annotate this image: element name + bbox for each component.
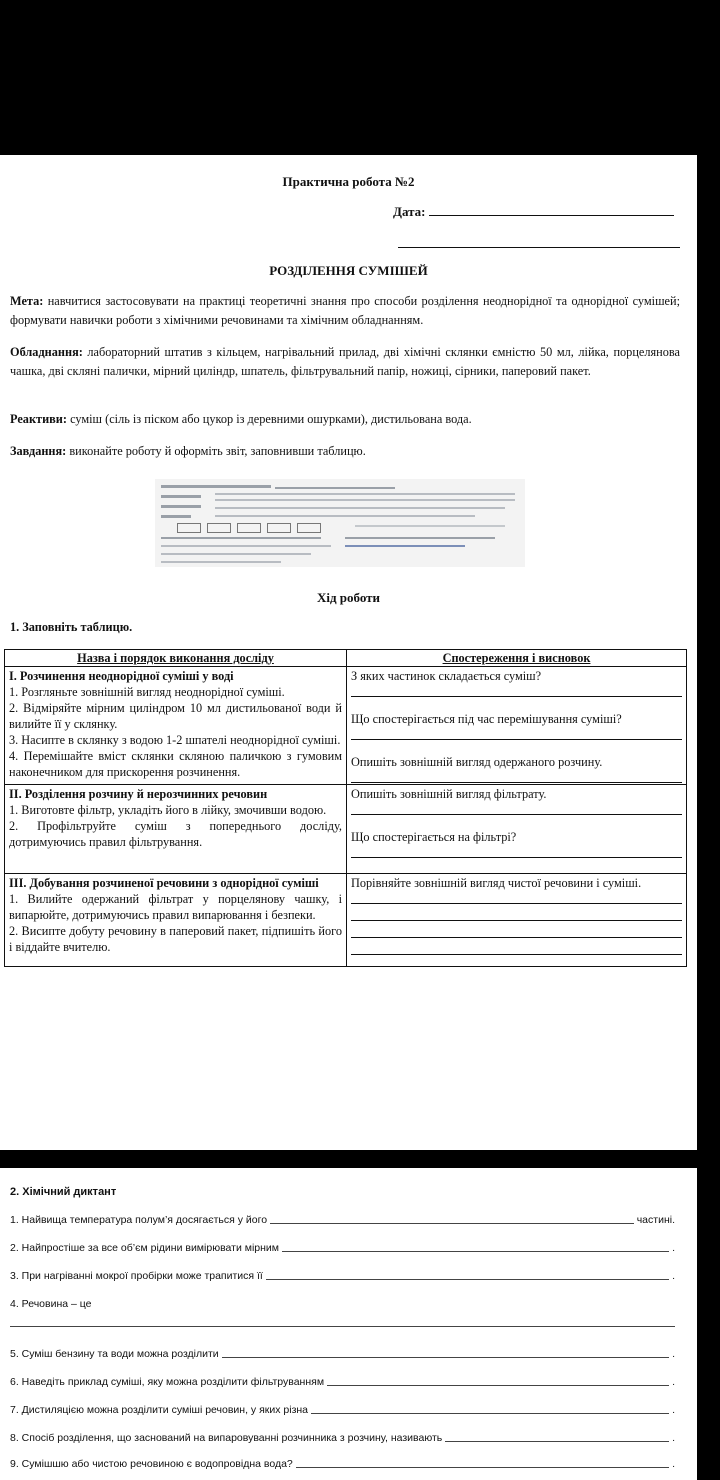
- step-text: 2. Профільтруйте суміш з попереднього досліду, дотримуючись правил фільтрування.: [9, 819, 342, 849]
- step-text: 2. Висипте добуту речовину в паперовий пакет, підпишіть його і віддайте вчителю.: [9, 924, 342, 954]
- dictation-question: 4. Речовина – це: [10, 1298, 92, 1310]
- answer-line[interactable]: [351, 845, 682, 858]
- equipment-text: лабораторний штатив з кільцем, нагрівальний прилад, дві хімічні склянки ємністю 50 мл, лійка, порцелянова чашка, дві скляні палички, мірний циліндр, шпатель, фільтрувальний папір, ножиці, сірники, паперовий пакет.: [10, 345, 680, 378]
- answer-line[interactable]: [351, 684, 682, 697]
- answer-line[interactable]: [351, 891, 682, 904]
- progress-heading: Хід роботи: [316, 590, 381, 605]
- dictation-ending: .: [672, 1376, 675, 1388]
- dictation-question: 9. Сумішшю або чистою речовиною є водопровідна вода?: [10, 1458, 293, 1470]
- date-blank-2: [398, 247, 680, 248]
- dictation-ending: .: [672, 1404, 675, 1416]
- date-label: Дата:: [393, 204, 426, 219]
- observation-question: З яких частинок складається суміш?: [351, 669, 542, 683]
- task-label: Завдання:: [10, 444, 67, 458]
- reagents-paragraph: [10, 410, 680, 429]
- step-text: 1. Вилийте одержаний фільтрат у порцелянову чашку, і випарюйте, дотримуючись правил випарювання і безпеки.: [9, 892, 342, 922]
- answer-line[interactable]: [282, 1251, 669, 1252]
- answer-line[interactable]: [351, 925, 682, 938]
- answer-line[interactable]: [351, 802, 682, 815]
- dictation-ending: .: [672, 1432, 675, 1444]
- observation-question: Порівняйте зовнішній вигляд чистої речовини і суміші.: [351, 876, 642, 890]
- work-title: Практична робота №2: [282, 174, 415, 189]
- observation-question: Що спостерігається на фільтрі?: [351, 830, 517, 844]
- answer-line[interactable]: [327, 1385, 669, 1386]
- reagents-label: Реактиви:: [10, 412, 67, 426]
- dictation-item: [10, 1458, 675, 1470]
- observation-cell: [347, 667, 687, 785]
- dictation-item: [10, 1270, 675, 1282]
- procedure-cell: [5, 874, 347, 967]
- step-text: 3. Насипте в склянку з водою 1-2 шпателі неоднорідної суміші.: [9, 733, 341, 747]
- answer-line[interactable]: [445, 1441, 669, 1442]
- section-title: І. Розчинення неоднорідної суміші у воді: [9, 669, 234, 683]
- observation-question: Опишіть зовнішній вигляд одержаного розчину.: [351, 755, 603, 769]
- dictation-question: 2. Найпростіше за все об’єм рідини вимірювати мірним: [10, 1242, 280, 1254]
- date-blank: [429, 205, 674, 216]
- experiment-table: [4, 649, 687, 967]
- observation-question: Опишіть зовнішній вигляд фільтрату.: [351, 787, 547, 801]
- task-text: виконайте роботу й оформіть звіт, заповнивши таблицю.: [66, 444, 366, 458]
- answer-line[interactable]: [311, 1413, 669, 1414]
- worksheet-page-1: [0, 155, 697, 1150]
- dictation-item: [10, 1404, 675, 1416]
- answer-line[interactable]: [351, 770, 682, 783]
- date-field: [393, 204, 674, 220]
- dictation-question: 6. Наведіть приклад суміші, яку можна розділити фільтруванням: [10, 1376, 325, 1388]
- answer-line[interactable]: [296, 1467, 669, 1468]
- observation-cell: [347, 785, 687, 874]
- table-row: [5, 667, 687, 785]
- goal-paragraph: [10, 292, 680, 330]
- observation-question: Що спостерігається під час перемішування суміші?: [351, 712, 622, 726]
- section-title: ІІІ. Добування розчиненої речовини з однорідної суміші: [9, 876, 319, 890]
- step-text: 4. Перемішайте вміст склянки скляною паличкою з гумовим наконечником для прискорення розчинення.: [9, 749, 342, 779]
- answer-line[interactable]: [10, 1326, 675, 1327]
- answer-line[interactable]: [351, 727, 682, 740]
- dictation-item: [10, 1376, 675, 1388]
- dictation-ending: .: [672, 1242, 675, 1254]
- task-paragraph: [10, 442, 680, 461]
- dictation-item: [10, 1298, 675, 1310]
- table-row: [5, 785, 687, 874]
- observation-cell: [347, 874, 687, 967]
- reagents-text: суміш (сіль із піском або цукор із деревними ошурками), дистильована вода.: [67, 412, 472, 426]
- equipment-label: Обладнання:: [10, 345, 83, 359]
- procedure-cell: [5, 785, 347, 874]
- dictation-ending: .: [672, 1458, 675, 1470]
- step-text: 1. Виготовте фільтр, укладіть його в лійку, змочивши водою.: [9, 803, 327, 817]
- table-header-row: [5, 650, 687, 667]
- dictation-item: [10, 1242, 675, 1254]
- dictation-ending: частині.: [636, 1214, 675, 1226]
- fill-table-label: 1. Заповніть таблицю.: [10, 620, 133, 634]
- step-text: 2. Відміряйте мірним циліндром 10 мл дистильованої води й вилийте її у склянку.: [9, 701, 342, 731]
- dictation-question: 7. Дистиляцією можна розділити суміші речовин, у яких різна: [10, 1404, 309, 1416]
- answer-line[interactable]: [351, 908, 682, 921]
- dictation-title: 2. Хімічний диктант: [10, 1186, 117, 1198]
- dictation-ending: .: [672, 1348, 675, 1360]
- step-text: 1. Розгляньте зовнішній вигляд неоднорідної суміші.: [9, 685, 285, 699]
- dictation-item: [10, 1214, 675, 1226]
- answer-line[interactable]: [270, 1223, 634, 1224]
- answer-line[interactable]: [222, 1357, 669, 1358]
- dictation-ending: .: [672, 1270, 675, 1282]
- table-row: [5, 874, 687, 967]
- dictation-question: 8. Спосіб розділення, що заснований на випаровуванні розчинника з розчину, називають: [10, 1432, 443, 1444]
- goal-label: Мета:: [10, 294, 44, 308]
- worksheet-page-2: [0, 1168, 697, 1480]
- dictation-question: 1. Найвища температура полум’я досягається у його: [10, 1214, 268, 1226]
- dictation-question: 3. При нагріванні мокрої пробірки може трапитися її: [10, 1270, 263, 1282]
- equipment-paragraph: [10, 343, 680, 381]
- answer-line[interactable]: [266, 1279, 669, 1280]
- procedure-cell: [5, 667, 347, 785]
- section-heading: РОЗДІЛЕННЯ СУМІШЕЙ: [269, 263, 428, 278]
- answer-line[interactable]: [351, 942, 682, 955]
- col-header-observations: Спостереження і висновок: [347, 650, 687, 667]
- dictation-item: [10, 1432, 675, 1444]
- dictation-item: [10, 1348, 675, 1360]
- col-header-procedure: Назва і порядок виконання досліду: [5, 650, 347, 667]
- goal-text: навчитися застосовувати на практиці теоретичні знання про способи розділення неоднорідної та однорідної сумішей; формувати навички роботи з хімічними речовинами та хімічним обладнанням.: [10, 294, 680, 327]
- dictation-question: 5. Суміш бензину та води можна розділити: [10, 1348, 219, 1360]
- embedded-worksheet-thumbnail: [155, 479, 525, 567]
- section-title: ІІ. Розділення розчину й нерозчинних речовин: [9, 787, 268, 801]
